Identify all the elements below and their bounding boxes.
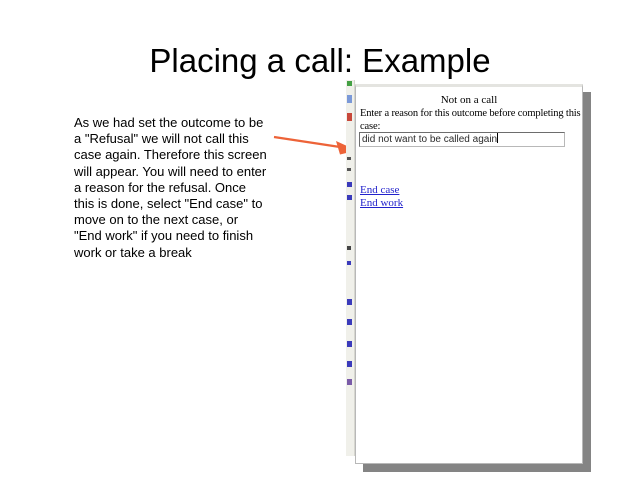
reason-input[interactable] bbox=[359, 132, 565, 147]
prompt-line-1: Enter a reason for this outcome before completing this bbox=[360, 108, 581, 119]
text-caret bbox=[497, 133, 498, 143]
prompt-text bbox=[360, 107, 579, 133]
strip-mark bbox=[347, 379, 352, 385]
strip-mark bbox=[347, 261, 351, 265]
prompt-line-2: case: bbox=[360, 121, 381, 132]
strip-mark bbox=[347, 81, 352, 86]
strip-mark bbox=[347, 246, 351, 250]
strip-mark bbox=[347, 299, 352, 305]
strip-mark bbox=[347, 341, 352, 347]
screenshot-region bbox=[346, 78, 592, 474]
panel-heading: Not on a call bbox=[440, 94, 498, 106]
end-case-link[interactable]: End case bbox=[360, 184, 400, 196]
strip-mark bbox=[347, 195, 352, 200]
end-work-link[interactable]: End work bbox=[360, 197, 404, 209]
not-on-a-call-panel bbox=[355, 84, 583, 464]
strip-mark bbox=[347, 157, 351, 160]
slide-title: Placing a call: Example bbox=[149, 42, 491, 79]
strip-mark bbox=[347, 361, 352, 367]
strip-mark bbox=[347, 168, 351, 171]
strip-mark bbox=[347, 182, 352, 187]
strip-mark bbox=[347, 319, 352, 325]
edge-strip bbox=[346, 80, 355, 456]
strip-mark bbox=[347, 95, 352, 103]
reason-input-value: did not want to be called again bbox=[362, 134, 498, 145]
body-text: As we had set the outcome to be a "Refusal" we will not call this case again. Therefore this screen will appear. You will need to enter a reason for the refusal. Once this is done, select "End case" to move on to the next case, or "End work" if you need to finish work or take a break bbox=[74, 115, 267, 260]
strip-mark bbox=[347, 113, 352, 121]
